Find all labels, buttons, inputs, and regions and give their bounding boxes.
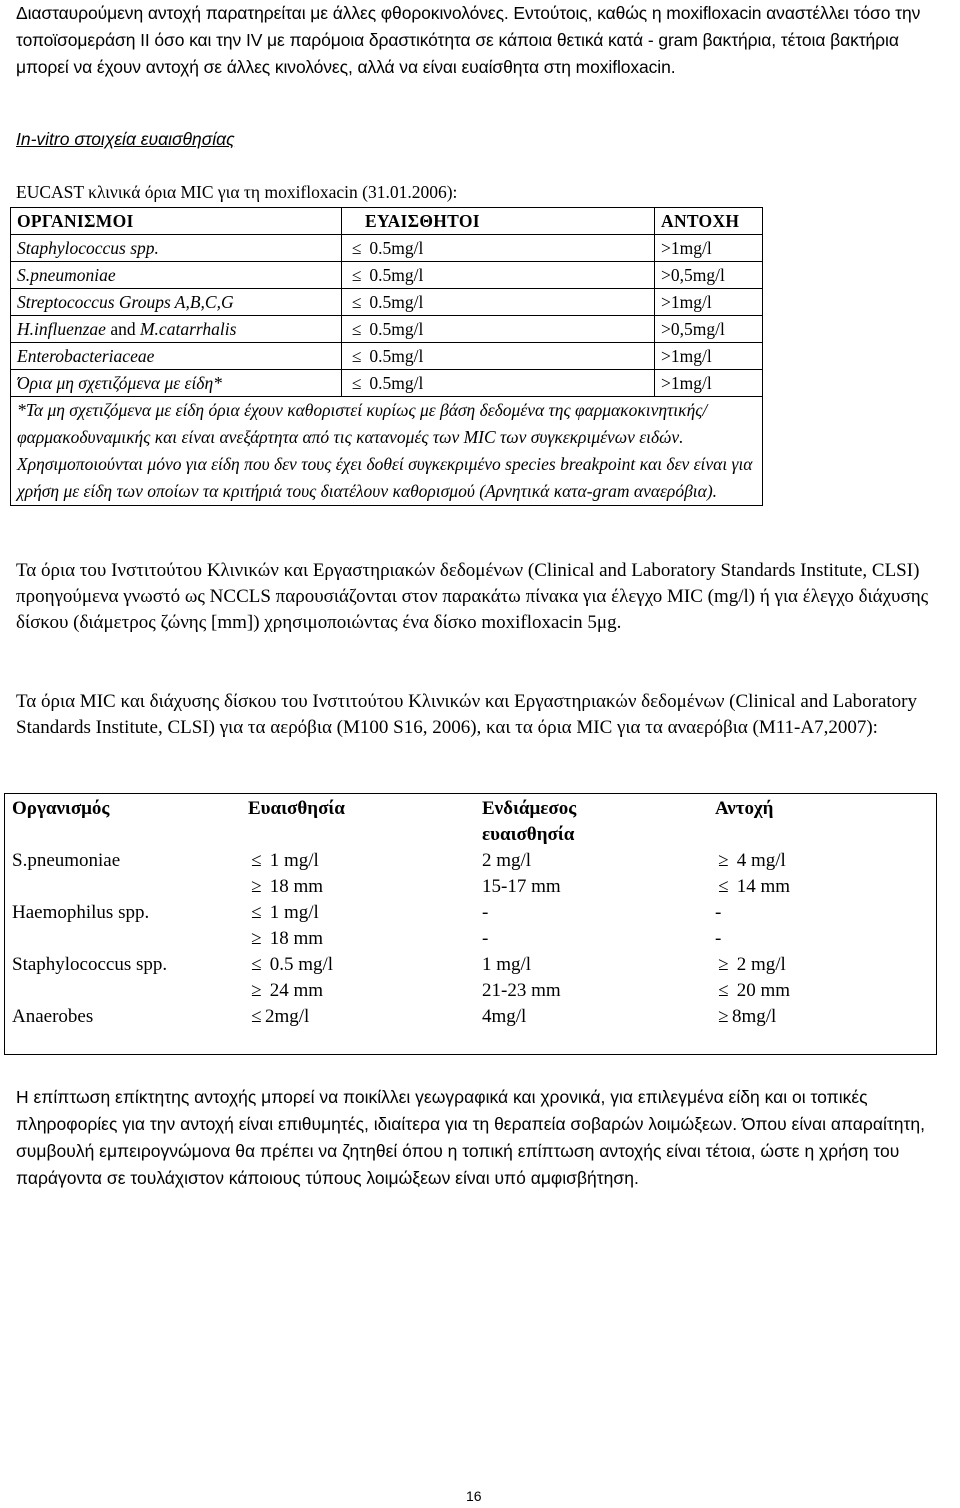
sensitivity-cell: ≤ 0.5 mg/l	[251, 954, 334, 975]
table-header-row	[11, 208, 763, 235]
intermediate-cell: -	[482, 902, 489, 923]
resistance-cell: ≥ 2 mg/l	[718, 954, 786, 975]
less-equal-icon: ≤	[351, 346, 362, 366]
page-number: 16	[466, 1488, 482, 1504]
clsi-paragraph-1: Τα όρια του Ινστιτούτου Κλινικών και Εργαστηριακών δεδομένων (Clinical and Laboratory Standards Institute, CLSI) προηγούμενα γνωστό ως NCCLS παρουσιάζονται στον παρακάτω πίνακα για έλεγχο MIC (mg/l) ή για έλεγχο διάχυσης δίσκου (διάμετρος ζώνης [mm]) χρησιμοποιώντας ένα δίσκο moxifloxacin 5μg.	[16, 560, 929, 633]
sensitivity-cell: ≥ 24 mm	[251, 980, 324, 1001]
intermediate-cell: 21-23 mm	[482, 980, 561, 1001]
organism-cell: S.pneumoniae	[11, 262, 342, 289]
header-organisms: ΟΡΓΑΝΙΣΜΟΙ	[11, 208, 342, 235]
less-equal-icon: ≤	[351, 238, 362, 258]
header-organism: Οργανισμός	[12, 798, 110, 819]
eucast-mic-table	[10, 207, 763, 506]
resistance-cell: -	[715, 928, 722, 949]
resistant-cell: >1mg/l	[655, 289, 763, 316]
resistant-cell: >0,5mg/l	[655, 262, 763, 289]
intermediate-cell: 4mg/l	[482, 1006, 527, 1027]
table-row	[11, 289, 763, 316]
resistance-cell: ≤ 20 mm	[718, 980, 791, 1001]
sensitivity-cell: ≤ 2mg/l	[251, 1006, 310, 1027]
less-equal-icon: ≤	[351, 319, 362, 339]
less-equal-icon: ≤	[351, 265, 362, 285]
header-sensitive: ΕΥΑΙΣΘΗΤΟΙ	[342, 208, 655, 235]
organism-cell: H.influenzae and M.catarrhalis	[11, 316, 342, 343]
intermediate-cell: 1 mg/l	[482, 954, 532, 975]
resistant-cell: >1mg/l	[655, 235, 763, 262]
intermediate-cell: -	[482, 928, 489, 949]
sensitivity-cell: ≥ 18 mm	[251, 876, 324, 897]
header-intermediate: Ενδιάμεσος	[482, 798, 577, 819]
sensitive-cell: ≤ 0.5mg/l	[342, 262, 655, 289]
clsi-paragraph-2: Τα όρια MIC και διάχυσης δίσκου του Ινστιτούτου Κλινικών και Εργαστηριακών δεδομένων (Clinical and Laboratory Standards Institute, CLSI) για τα αερόβια (M100 S16, 2006), και τα όρια MIC για τα αναερόβια (M11-A7,2007):	[16, 691, 917, 738]
table-row	[11, 316, 763, 343]
resistance-cell: ≤ 14 mm	[718, 876, 791, 897]
resistance-cell: ≥ 8mg/l	[718, 1006, 777, 1027]
organism-cell: Όρια μη σχετιζόμενα με είδη*	[11, 370, 342, 397]
eucast-table-title: EUCAST κλινικά όρια MIC για τη moxifloxacin (31.01.2006):	[16, 182, 458, 202]
sensitive-cell: ≤ 0.5mg/l	[342, 289, 655, 316]
closing-paragraph: Η επίπτωση επίκτητης αντοχής μπορεί να ποικίλλει γεωγραφικά και χρονικά, για επιλεγμένα είδη και οι τοπικές πληροφορίες για την αντοχή είναι επιθυμητές, ιδιαίτερα για τη θεραπεία σοβαρών λοιμώξεων. Όπου είναι απαραίτητη, συμβουλή εμπειρογνώμονα θα πρέπει να ζητηθεί όπου η τοπική επίπτωση αντοχής είναι τέτοια, ώστε η χρήση του παράγοντα σε τουλάχιστον κάποιους τύπους λοιμώξεων είναι υπό αμφισβήτηση.	[16, 1087, 926, 1188]
sensitive-cell: ≤ 0.5mg/l	[342, 343, 655, 370]
resistance-cell: -	[715, 902, 722, 923]
intro-paragraph: Διασταυρούμενη αντοχή παρατηρείται με άλλες φθοροκινολόνες. Εντούτοις, καθώς η moxifloxacin αναστέλλει τόσο την τοποϊσομεράση ΙΙ όσο και την IV με παρόμοια δραστικότητα σε κάποια θετικά κατά - gram βακτήρια, τέτοια βακτήρια μπορεί να έχουν αντοχή σε άλλες κινολόνες, αλλά να είναι ευαίσθητα στη moxifloxacin.	[16, 3, 921, 77]
resistant-cell: >1mg/l	[655, 370, 763, 397]
less-equal-icon: ≤	[351, 373, 362, 393]
intermediate-cell: 2 mg/l	[482, 850, 532, 871]
table-row	[11, 343, 763, 370]
organism-cell: Streptococcus Groups A,B,C,G	[11, 289, 342, 316]
sensitivity-cell: ≤ 1 mg/l	[251, 850, 319, 871]
resistance-cell: ≥ 4 mg/l	[718, 850, 786, 871]
organism-cell: Staphylococcus spp.	[11, 235, 342, 262]
table-footnote: *Τα μη σχετιζόμενα με είδη όρια έχουν καθοριστεί κυρίως με βάση δεδομένα της φαρμακοκινητικής/φαρμακοδυναμικής και είναι ανεξάρτητα από τις κατανομές των MIC των συγκεκριμένων ειδών. Χρησιμοποιούνται μόνο για είδη που δεν τους έχει δοθεί συγκεκριμένο species breakpoint και δεν είναι για χρήση με είδη των οποίων τα κριτήριά τους διατέλουν καθορισμού (Αρνητικά κατα-gram αναερόβια).	[11, 397, 763, 506]
table-footnote-row	[11, 397, 763, 506]
sensitive-cell: ≤ 0.5mg/l	[342, 370, 655, 397]
resistant-cell: >0,5mg/l	[655, 316, 763, 343]
sensitivity-cell: ≥ 18 mm	[251, 928, 324, 949]
intermediate-cell: 15-17 mm	[482, 876, 561, 897]
sensitivity-cell: ≤ 1 mg/l	[251, 902, 319, 923]
section-title: In-vitro στοιχεία ευαισθησίας	[16, 129, 235, 149]
sensitive-cell: ≤ 0.5mg/l	[342, 235, 655, 262]
less-equal-icon: ≤	[351, 292, 362, 312]
header-resistance: Αντοχή	[715, 798, 774, 819]
organism-cell: Anaerobes	[12, 1006, 94, 1027]
sensitive-cell: ≤ 0.5mg/l	[342, 316, 655, 343]
organism-cell: Haemophilus spp.	[12, 902, 150, 923]
organism-cell: Staphylococcus spp.	[12, 954, 168, 975]
organism-cell: S.pneumoniae	[12, 850, 121, 871]
header-sensitivity: Ευαισθησία	[248, 798, 345, 819]
resistant-cell: >1mg/l	[655, 343, 763, 370]
header-resistant: ΑΝΤΟΧΗ	[655, 208, 763, 235]
table-row	[11, 262, 763, 289]
table-row	[11, 235, 763, 262]
table-row	[11, 370, 763, 397]
header-intermediate-2: ευαισθησία	[482, 824, 575, 845]
organism-cell: Enterobacteriaceae	[11, 343, 342, 370]
